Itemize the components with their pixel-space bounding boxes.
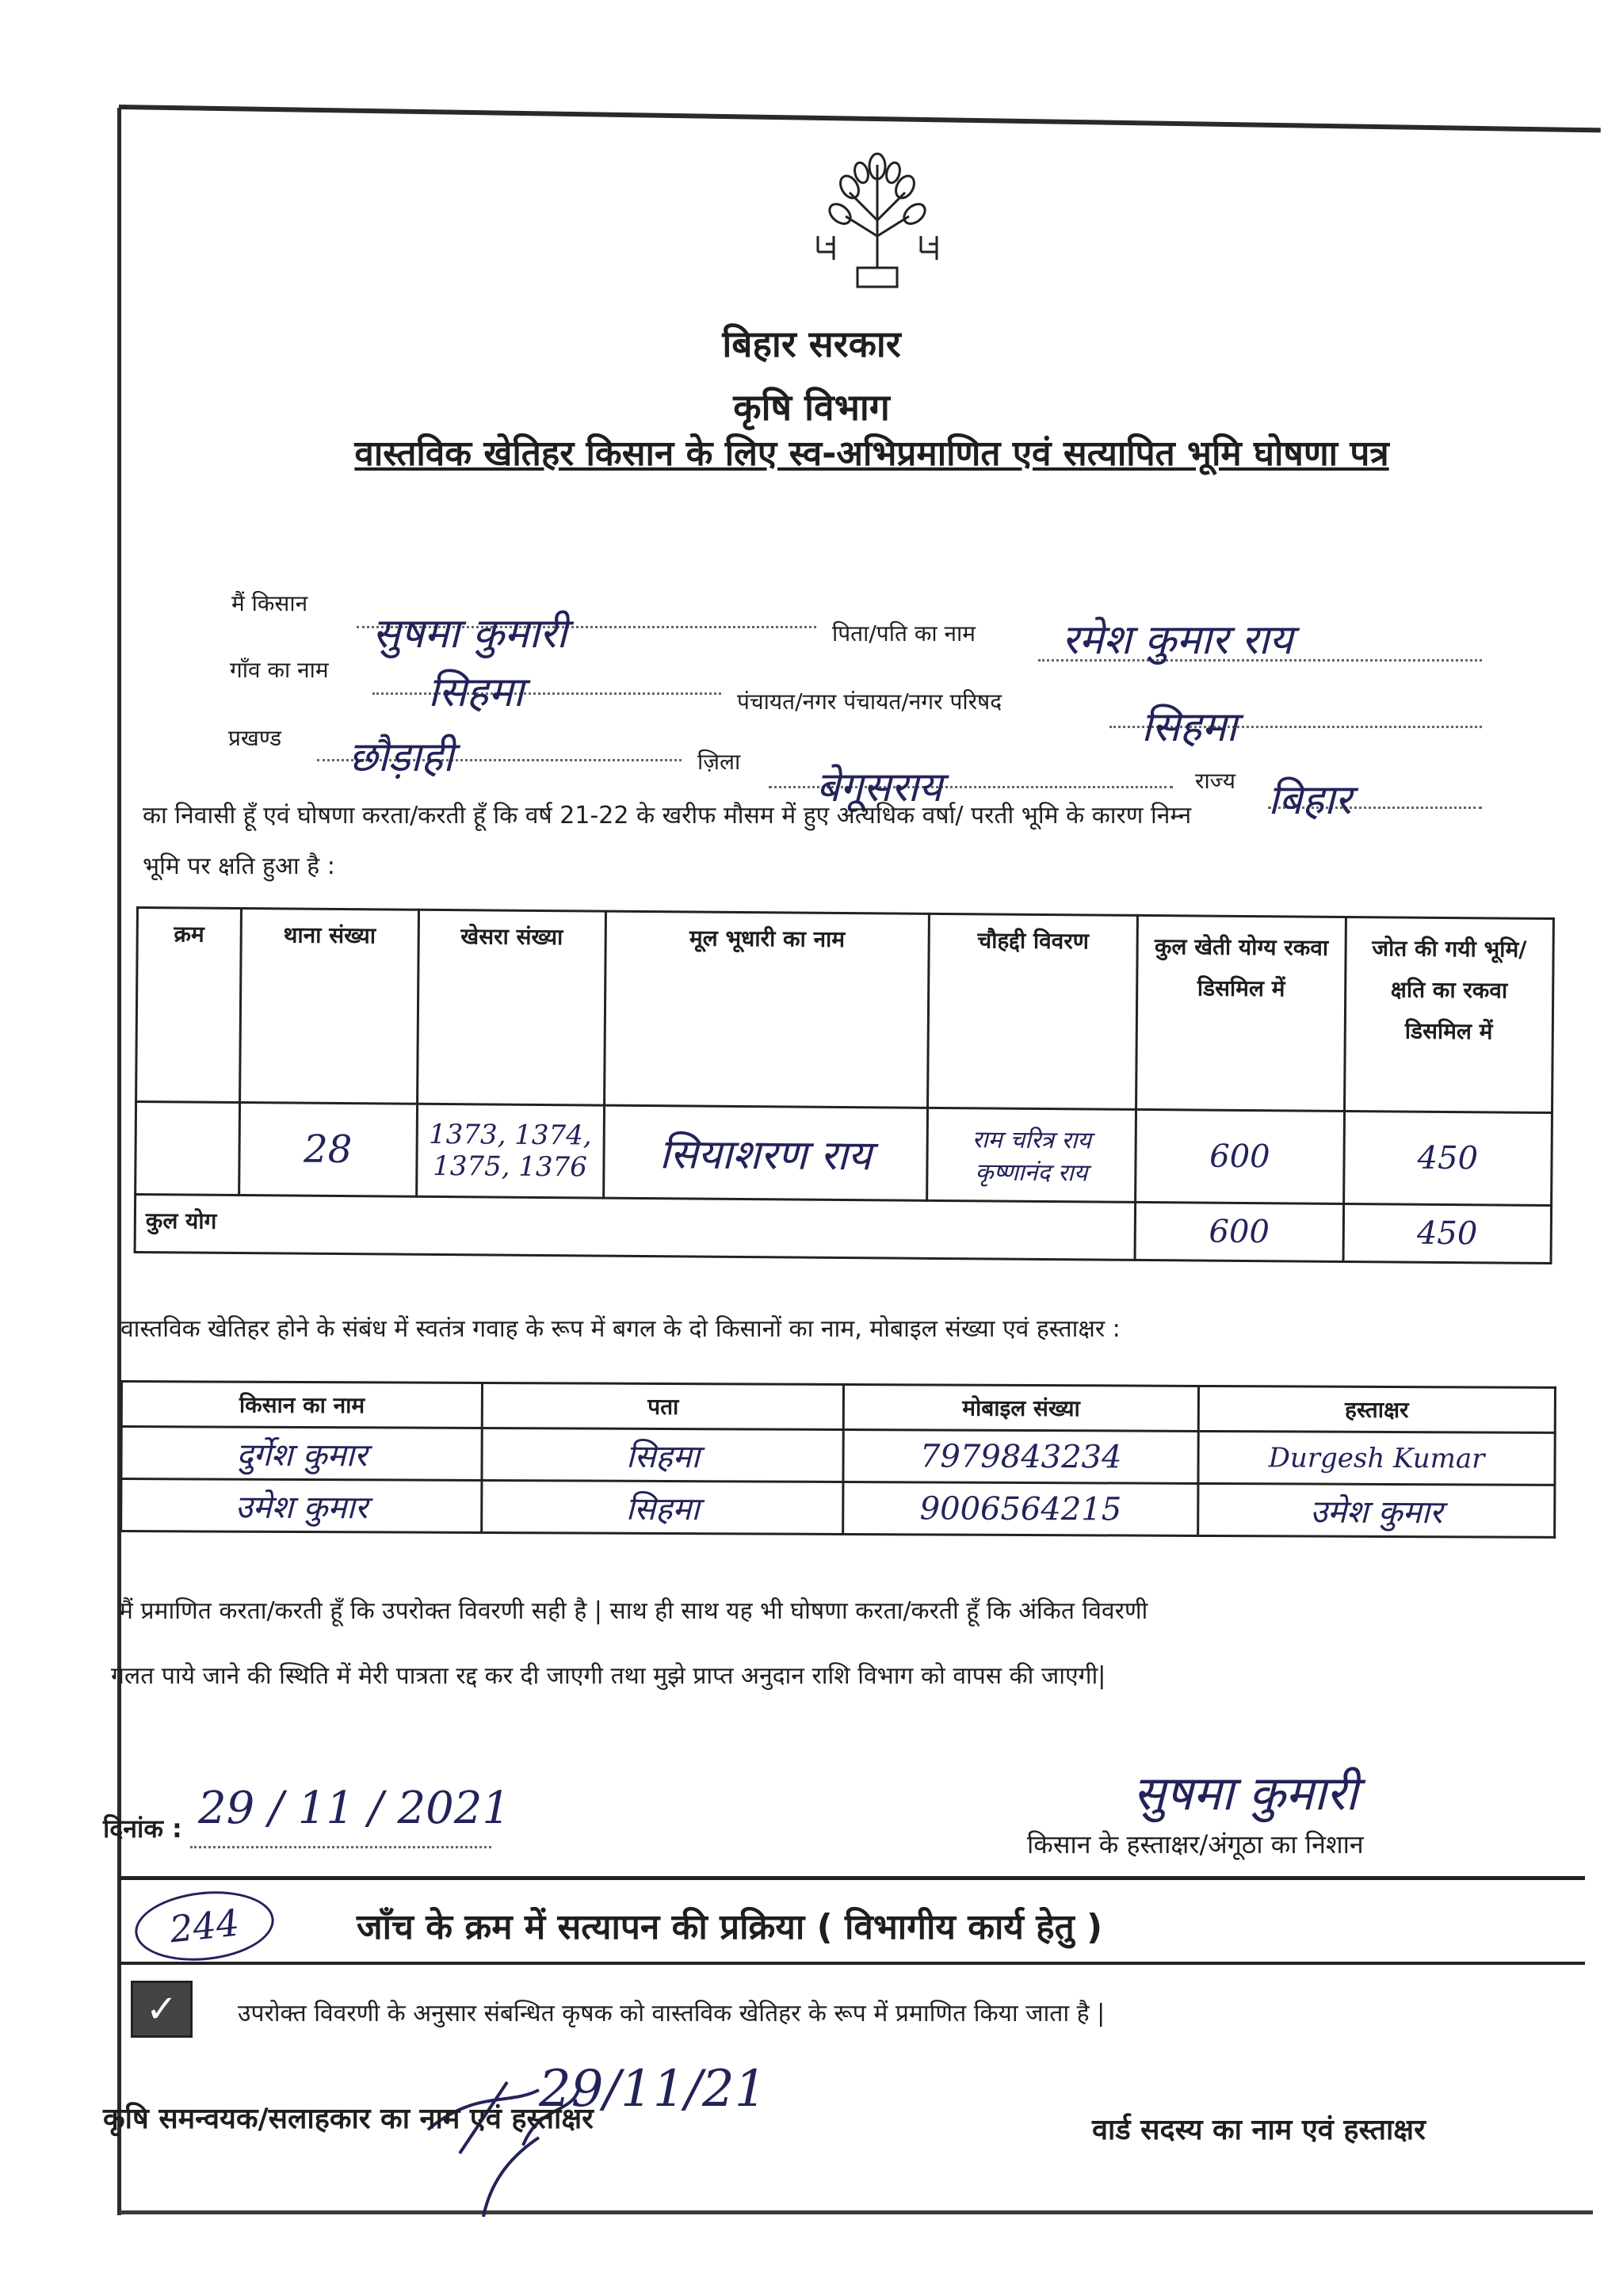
verification-bottom-rule [119, 1962, 1585, 1965]
verification-top-rule [119, 1876, 1585, 1880]
witness-name: उमेश कुमार [121, 1479, 483, 1533]
col-header-serial: क्रम [136, 908, 242, 1103]
damaged-area-cell: 450 [1343, 1111, 1552, 1205]
witness-signature: Durgesh Kumar [1198, 1431, 1555, 1485]
land-damage-table [134, 906, 1555, 1264]
frame-top-line [119, 105, 1601, 132]
district-value: बेगूसराय [816, 764, 943, 811]
certification-line-2: गलत पाये जाने की स्थिति में मेरी पात्रता रद्द कर दी जाएगी तथा मुझे प्राप्त अनुदान राशि विभाग को वापस की जाएगी| [111, 1662, 1106, 1690]
farmer-signature: सुषमा कुमारी [1133, 1766, 1358, 1821]
panchayat-value: सिहमा [1141, 704, 1237, 751]
district-label: ज़िला [697, 749, 741, 775]
col-header-khesra: खेसरा संख्या [417, 910, 605, 1105]
farmer-name-value: सुषमा कुमारी [372, 610, 567, 658]
witness-signature: उमेश कुमार [1198, 1483, 1555, 1537]
witness-col-signature: हस्ताक्षर [1198, 1386, 1555, 1432]
date-label: दिनांक : [103, 1814, 182, 1844]
witness-address: सिहमा [482, 1480, 843, 1534]
serial-circled-number: 244 [132, 1885, 277, 1967]
khesra-cell: 1373, 1374, 1375, 1376 [416, 1104, 604, 1198]
form-title: वास्तविक खेतिहर किसान के लिए स्व-अभिप्रमाणित एवं सत्यापित भूमि घोषणा पत्र [354, 433, 1389, 474]
witness-address: सिहमा [482, 1428, 843, 1482]
witness-col-name: किसान का नाम [121, 1382, 483, 1428]
owner-cell: सियाशरण राय [603, 1105, 927, 1200]
officer-date: 29/11/21 [539, 2060, 767, 2119]
father-name-value: रमेश कुमार राय [1062, 616, 1293, 664]
table-row [121, 1479, 1555, 1538]
village-dotted-line [372, 692, 721, 695]
verification-statement: उपरोक्त विवरणी के अनुसार संबन्धित कृषक को वास्तविक खेतिहर के रूप में प्रमाणित किया जाता है | [238, 2000, 1106, 2027]
verification-checkbox[interactable]: ✓ [131, 1981, 193, 2038]
farmer-label: मैं किसान [231, 590, 308, 616]
state-value: बिहार [1268, 776, 1352, 824]
block-label: प्रखण्ड [228, 725, 282, 751]
total-label: कुल योग [135, 1195, 1136, 1261]
col-header-thana: थाना संख्या [239, 909, 418, 1104]
col-header-owner: मूल भूधारी का नाम [604, 911, 929, 1108]
serial-cell [136, 1102, 240, 1196]
witness-name: दुर्गेश कुमार [121, 1427, 483, 1481]
bihar-emblem-icon [802, 149, 953, 299]
state-label: राज्य [1195, 768, 1235, 794]
witness-header-row [121, 1382, 1555, 1433]
ward-sign-label: वार्ड सदस्य का नाम एवं हस्ताक्षर [1092, 2114, 1426, 2146]
land-table-header-row [136, 908, 1554, 1113]
witness-mobile: 9006564215 [843, 1482, 1198, 1535]
declaration-line-1: का निवासी हूँ एवं घोषणा करता/करती हूँ कि वर्ष 21-22 के खरीफ मौसम में हुए अत्यधिक वर्षा/ परती भूमि के कारण निम्न [143, 802, 1192, 830]
witness-intro: वास्तविक खेतिहर होने के संबंध में स्वतंत्र गवाह के रूप में बगल के दो किसानों का नाम, मोबाइल संख्या एवं हस्ताक्षर : [120, 1315, 1121, 1343]
total-damaged-sum: 450 [1343, 1203, 1552, 1263]
col-header-boundary: चौहद्दी विवरण [927, 913, 1137, 1109]
village-label: गाँव का नाम [230, 657, 329, 683]
witness-mobile: 7979843234 [843, 1429, 1198, 1483]
father-label: पिता/पति का नाम [832, 620, 976, 646]
block-value: छौड़ाही [349, 734, 454, 781]
verification-title: जाँच के क्रम में सत्यापन की प्रक्रिया ( विभागीय कार्य हेतु ) [357, 1907, 1103, 1947]
witness-table [120, 1380, 1556, 1539]
department-name: कृषि विभाग [733, 386, 890, 429]
total-area-cell: 600 [1136, 1109, 1344, 1203]
date-value: 29 / 11 / 2021 [198, 1783, 510, 1834]
certification-line-1: मैं प्रमाणित करता/करती हूँ कि उपरोक्त विवरणी सही है | साथ ही साथ यह भी घोषणा करता/करती हूँ कि अंकित विवरणी [119, 1597, 1148, 1625]
coordinator-sign-label: कृषि समन्वयक/सलाहकार का नाम एवं हस्ताक्षर [103, 2103, 594, 2135]
total-row [135, 1195, 1552, 1264]
col-header-damaged-area: जोत की गयी भूमि/क्षति का रकवा डिसमिल में [1344, 917, 1553, 1112]
table-row [121, 1427, 1555, 1486]
date-dotted-line [190, 1846, 491, 1848]
declaration-line-2: भूमि पर क्षति हुआ है : [143, 852, 335, 880]
boundary-cell: राम चरित्र राय कृष्णानंद राय [927, 1108, 1136, 1202]
village-value: सिहमा [428, 669, 524, 716]
witness-col-address: पता [483, 1383, 844, 1429]
farmer-sign-label: किसान के हस्ताक्षर/अंगूठा का निशान [1027, 1829, 1364, 1859]
thana-cell: 28 [239, 1103, 417, 1197]
witness-col-mobile: मोबाइल संख्या [844, 1384, 1199, 1431]
col-header-total-area: कुल खेती योग्य रकवा डिसमिल में [1136, 915, 1346, 1111]
frame-bottom-line [119, 2210, 1593, 2214]
panchayat-label: पंचायत/नगर पंचायत/नगर परिषद [737, 688, 1002, 715]
total-area-sum: 600 [1135, 1202, 1343, 1261]
table-row [136, 1102, 1552, 1206]
org-name: बिहार सरकार [722, 322, 901, 365]
